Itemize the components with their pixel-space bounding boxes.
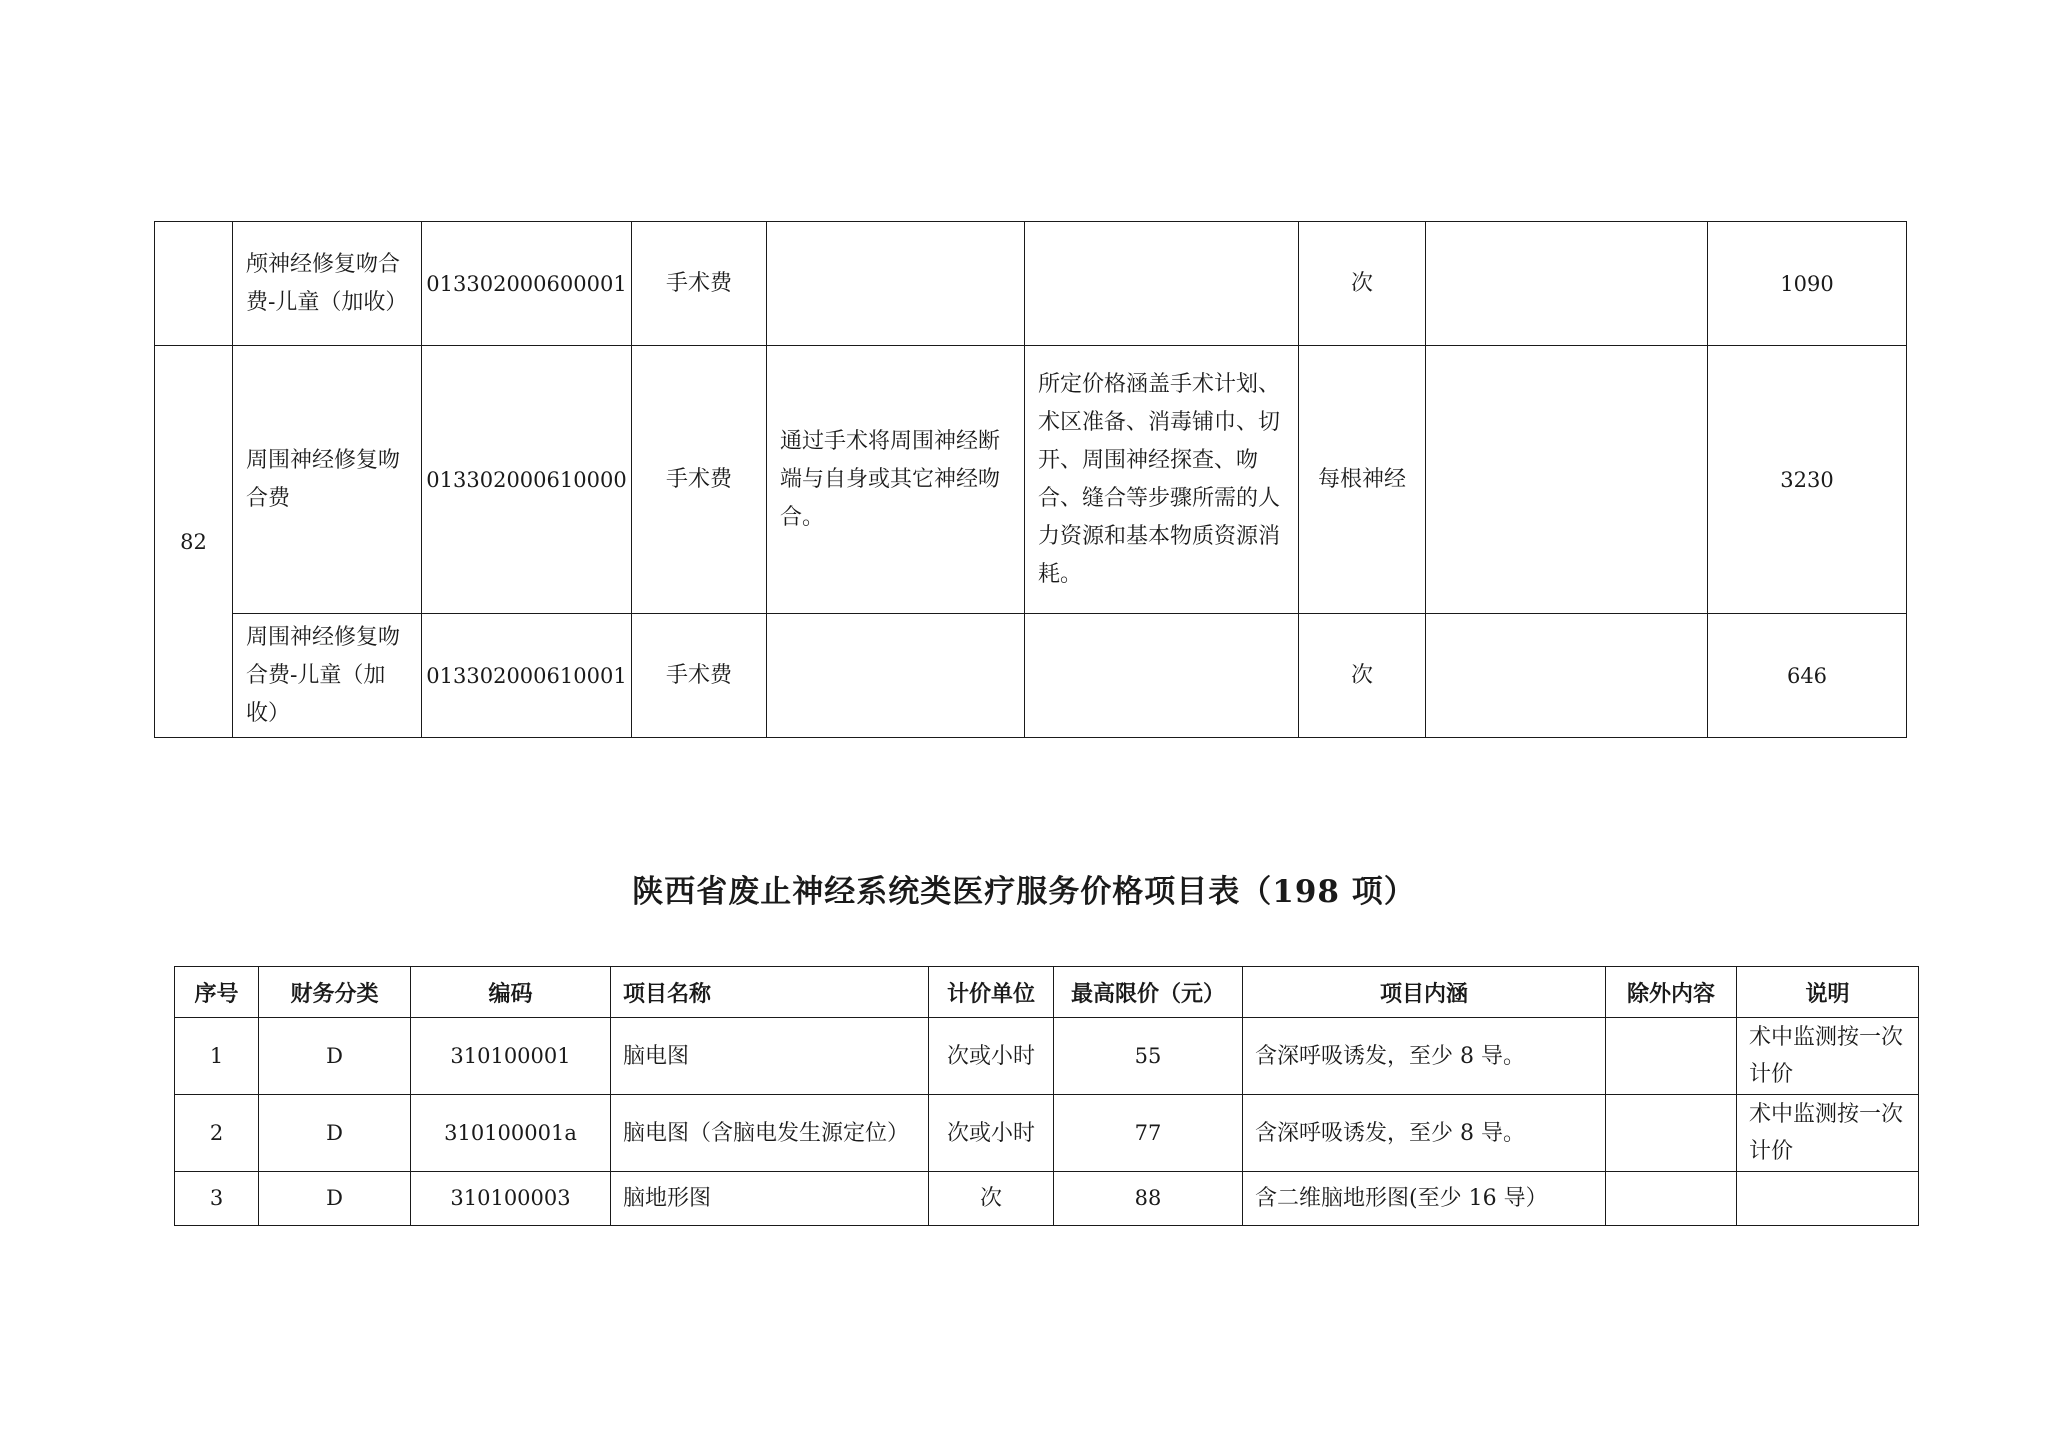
code-cell: 013302000610000 xyxy=(422,346,632,614)
exclusion-cell xyxy=(1426,346,1708,614)
content-cell: 通过手术将周围神经断端与自身或其它神经吻合。 xyxy=(767,346,1025,614)
unit-cell: 次或小时 xyxy=(929,1018,1054,1095)
abolished-items-table xyxy=(174,966,1919,1226)
price-cell: 3230 xyxy=(1708,346,1907,614)
price-cell: 77 xyxy=(1054,1095,1243,1172)
connotation-cell xyxy=(1025,222,1299,346)
price-cell: 646 xyxy=(1708,614,1907,738)
item-name-cell: 脑电图 xyxy=(611,1018,929,1095)
item-name-cell: 周围神经修复吻合费-儿童（加收） xyxy=(233,614,422,738)
table-row xyxy=(175,1172,1919,1226)
code-cell: 013302000610001 xyxy=(422,614,632,738)
table-row xyxy=(155,346,1907,614)
unit-cell: 次 xyxy=(1299,614,1426,738)
code-cell: 310100001 xyxy=(411,1018,611,1095)
note-cell: 术中监测按一次计价 xyxy=(1737,1095,1919,1172)
unit-cell: 次 xyxy=(929,1172,1054,1226)
item-name-cell: 脑地形图 xyxy=(611,1172,929,1226)
header-unit: 计价单位 xyxy=(929,967,1054,1018)
header-seq: 序号 xyxy=(175,967,259,1018)
table-row xyxy=(155,614,1907,738)
unit-cell: 次 xyxy=(1299,222,1426,346)
header-note: 说明 xyxy=(1737,967,1919,1018)
category-cell: 手术费 xyxy=(632,222,767,346)
exclusion-cell xyxy=(1606,1172,1737,1226)
code-cell: 310100003 xyxy=(411,1172,611,1226)
finance-cell: D xyxy=(259,1095,411,1172)
seq-cell: 2 xyxy=(175,1095,259,1172)
table-header-row xyxy=(175,967,1919,1018)
price-cell: 55 xyxy=(1054,1018,1243,1095)
price-cell: 88 xyxy=(1054,1172,1243,1226)
content-cell xyxy=(767,614,1025,738)
header-exclusion: 除外内容 xyxy=(1606,967,1737,1018)
exclusion-cell xyxy=(1426,614,1708,738)
exclusion-cell xyxy=(1606,1095,1737,1172)
connotation-cell: 含二维脑地形图(至少 16 导） xyxy=(1243,1172,1606,1226)
table-row xyxy=(175,1095,1919,1172)
note-cell: 术中监测按一次计价 xyxy=(1737,1018,1919,1095)
header-finance: 财务分类 xyxy=(259,967,411,1018)
connotation-cell: 所定价格涵盖手术计划、术区准备、消毒铺巾、切开、周围神经探查、吻合、缝合等步骤所需的人力资源和基本物质资源消耗。 xyxy=(1025,346,1299,614)
page-title: 陕西省废止神经系统类医疗服务价格项目表（198 项） xyxy=(632,874,1416,910)
header-price: 最高限价（元） xyxy=(1054,967,1243,1018)
connotation-cell: 含深呼吸诱发，至少 8 导。 xyxy=(1243,1018,1606,1095)
content-cell xyxy=(767,222,1025,346)
code-cell: 013302000600001 xyxy=(422,222,632,346)
exclusion-cell xyxy=(1606,1018,1737,1095)
price-table-continued xyxy=(154,221,1907,738)
header-name: 项目名称 xyxy=(611,967,929,1018)
category-cell: 手术费 xyxy=(632,614,767,738)
exclusion-cell xyxy=(1426,222,1708,346)
item-name-cell: 脑电图（含脑电发生源定位） xyxy=(611,1095,929,1172)
code-cell: 310100001a xyxy=(411,1095,611,1172)
unit-cell: 次或小时 xyxy=(929,1095,1054,1172)
header-connotation: 项目内涵 xyxy=(1243,967,1606,1018)
finance-cell: D xyxy=(259,1172,411,1226)
seq-cell: 3 xyxy=(175,1172,259,1226)
item-name-cell: 颅神经修复吻合费-儿童（加收） xyxy=(233,222,422,346)
price-cell: 1090 xyxy=(1708,222,1907,346)
connotation-cell: 含深呼吸诱发，至少 8 导。 xyxy=(1243,1095,1606,1172)
note-cell xyxy=(1737,1172,1919,1226)
unit-cell: 每根神经 xyxy=(1299,346,1426,614)
category-cell: 手术费 xyxy=(632,346,767,614)
seq-cell xyxy=(155,222,233,346)
table-row xyxy=(155,222,1907,346)
connotation-cell xyxy=(1025,614,1299,738)
table-row xyxy=(175,1018,1919,1095)
item-name-cell: 周围神经修复吻合费 xyxy=(233,346,422,614)
seq-cell: 1 xyxy=(175,1018,259,1095)
finance-cell: D xyxy=(259,1018,411,1095)
seq-cell: 82 xyxy=(155,346,233,738)
header-code: 编码 xyxy=(411,967,611,1018)
